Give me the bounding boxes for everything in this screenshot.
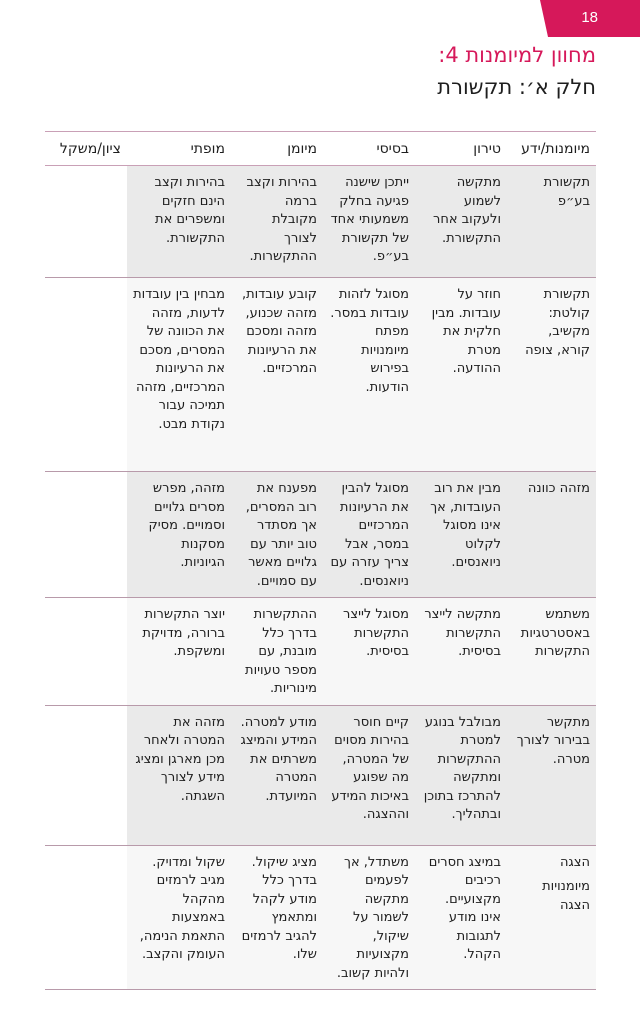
cell-exemplary: בהירות וקצב הינם חזקים ומשפרים את התקשורת.: [127, 166, 231, 278]
cell-score: [45, 278, 127, 472]
table-row: [45, 845, 596, 990]
cell-score: [45, 598, 127, 706]
cell-novice: מבין את רוב העובדות, אך אינו מסוגל לקלוט ניואנסים.: [415, 472, 507, 598]
table-row: [45, 472, 596, 598]
cell-novice: במיצג חסרים רכיבים מקצועיים. אינו מודע לתגובות הקהל.: [415, 845, 507, 990]
column-header-exemplary: מופתי: [127, 132, 231, 166]
cell-skill: תקשורת בע״פ: [507, 166, 596, 278]
cell-proficient: ההתקשרות בדרך כלל מובנת, עם מספר טעויות מינוריות.: [231, 598, 323, 706]
cell-score: [45, 472, 127, 598]
cell-basic: מסוגל להבין את הרעיונות המרכזיים במסר, אבל צריך עזרה עם ניואנסים.: [323, 472, 415, 598]
table-row: [45, 166, 596, 278]
table-row: [45, 705, 596, 845]
cell-novice: מתקשה לייצר התקשרות בסיסית.: [415, 598, 507, 706]
cell-exemplary: שקול ומדויק. מגיב לרמזים מהקהל באמצעות התאמת הנימה, העומק והקצב.: [127, 845, 231, 990]
cell-score: [45, 166, 127, 278]
cell-proficient: מפענח את רוב המסרים, אך מסתדר טוב יותר עם גלויים מאשר עם סמויים.: [231, 472, 323, 598]
cell-skill: [507, 845, 596, 990]
cell-skill: מזהה כוונה: [507, 472, 596, 598]
cell-score: [45, 845, 127, 990]
cell-exemplary: מזהה, מפרש מסרים גלויים וסמויים. מסיק מסקנות הגיוניות.: [127, 472, 231, 598]
cell-skill-extra: מיומנויות הצגה: [542, 879, 590, 913]
cell-score: [45, 705, 127, 845]
cell-skill: מתקשר בבירור לצורך מטרה.: [507, 705, 596, 845]
column-header-proficient: מיומן: [231, 132, 323, 166]
page-title: חלק א׳: תקשורת: [437, 75, 596, 99]
rubric-table: [45, 131, 596, 990]
cell-skill-title: הצגה: [559, 854, 590, 870]
cell-proficient: מציג שיקול. בדרך כלל מודע לקהל ומתאמץ להגיב לרמזים שלו.: [231, 845, 323, 990]
page-header: [437, 40, 596, 102]
column-header-skill: מיומנות/ידע: [507, 132, 596, 166]
cell-exemplary: מזהה את המטרה ולאחר מכן מארגן ומציג מידע לצורך השגתה.: [127, 705, 231, 845]
cell-basic: ייתכן שישנה פגיעה בחלק משמעותי אחד של תקשורת בע״פ.: [323, 166, 415, 278]
cell-novice: מתקשה לשמוע ולעקוב אחר התקשורת.: [415, 166, 507, 278]
column-header-novice: טירון: [415, 132, 507, 166]
table-row: [45, 278, 596, 472]
cell-skill: משתמש באסטרטגיות התקשרות: [507, 598, 596, 706]
column-header-basic: בסיסי: [323, 132, 415, 166]
table-row: [45, 598, 596, 706]
table-header-row: [45, 132, 596, 166]
cell-proficient: מודע למטרה. המידע והמיצג משרתים את המטרה המיועדת.: [231, 705, 323, 845]
cell-basic: משתדל, אך לפעמים מתקשה לשמור על שיקול, מקצועיות ולהיות קשוב.: [323, 845, 415, 990]
column-header-score: ציון/משקל: [45, 132, 127, 166]
cell-exemplary: מבחין בין עובדות לדעות, מזהה את הכוונה של המסרים, מסכם את הרעיונות המרכזיים, מזהה תמיכה עבור נקודת מבט.: [127, 278, 231, 472]
cell-skill: תקשורת קולטת: מקשיב, קורא, צופה: [507, 278, 596, 472]
cell-proficient: בהירות וקצב ברמה מקובלת לצורך ההתקשרות.: [231, 166, 323, 278]
cell-proficient: קובע עובדות, מזהה שכנוע, מזהה ומסכם את הרעיונות המרכזיים.: [231, 278, 323, 472]
cell-basic: מסוגל לייצר התקשרות בסיסית.: [323, 598, 415, 706]
section-subtitle: מחוון למיומנות 4:: [438, 43, 596, 67]
cell-basic: קיים חוסר בהירות מסוים של המטרה, מה שפוגע באיכות המידע וההצגה.: [323, 705, 415, 845]
cell-basic: מסוגל לזהות עובדות במסר. מפתח מיומנויות בפירוש הודעות.: [323, 278, 415, 472]
page-number: 18: [581, 9, 598, 26]
cell-exemplary: יוצר התקשרות ברורה, מדויקת ומשקפת.: [127, 598, 231, 706]
cell-novice: חוזר על עובדות. מבין חלקית את מטרת ההודעה.: [415, 278, 507, 472]
cell-novice: מבולבל בנוגע למטרת ההתקשרות ומתקשה להתרכז בתוכן ובתהליך.: [415, 705, 507, 845]
